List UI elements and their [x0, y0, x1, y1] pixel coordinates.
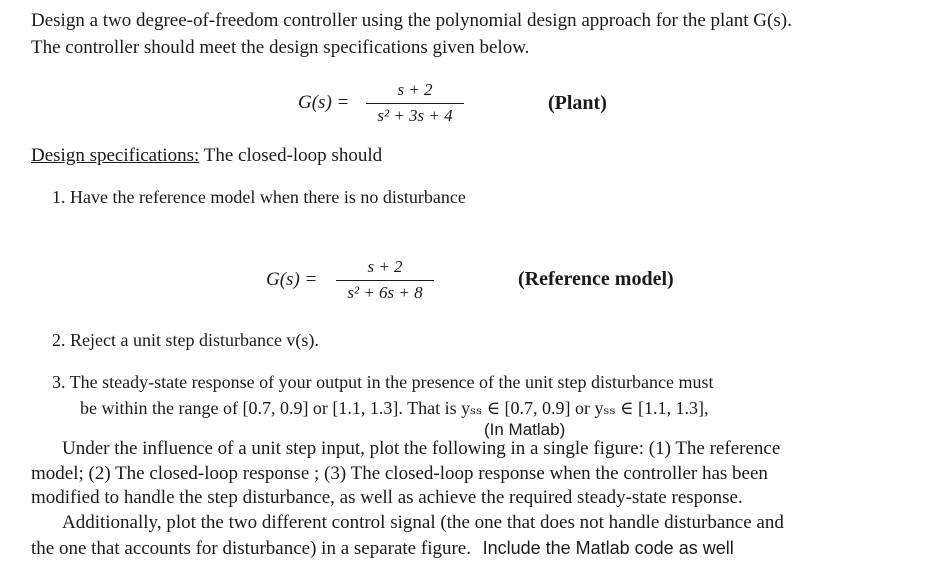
task-p2-line-1: Additionally, plot the two different control signal (the one that does not handle disturbance and [62, 512, 784, 533]
plant-equation [298, 80, 498, 136]
fraction-bar [366, 103, 464, 104]
spec-item-1: 1. Have the reference model when there is no disturbance [52, 187, 466, 207]
reference-tag: (Reference model) [518, 268, 674, 290]
intro-line-2: The controller should meet the design specifications given below. [31, 37, 530, 58]
reference-fraction [336, 257, 434, 303]
spec-item-2: 2. Reject a unit step disturbance v(s). [52, 330, 319, 350]
task-p1-line-2: model; (2) The closed-loop response ; (3) The closed-loop response when the controller has been [31, 463, 768, 484]
reference-denominator: s² + 6s + 8 [347, 283, 423, 302]
plant-denominator: s² + 3s + 4 [377, 106, 453, 125]
task-p1-line-1: Under the influence of a unit step input, plot the following in a single figure: (1) The reference [62, 438, 781, 459]
task-p2-extra: Include the Matlab code as well [482, 538, 734, 558]
reference-numerator: s + 2 [367, 257, 403, 276]
specs-heading-rest: The closed-loop should [199, 145, 383, 166]
reference-lhs: G(s) = [266, 269, 318, 290]
task-p2-text: the one that accounts for disturbance) in a separate figure. [31, 538, 471, 559]
plant-lhs: G(s) = [298, 92, 350, 113]
spec-item-3-line-2: be within the range of [0.7, 0.9] or [1.1, 1.3]. That is yₛₛ ∈ [0.7, 0.9] or yₛₛ ∈ [1.1, 1.3], [80, 398, 709, 418]
task-p1-line-3: modified to handle the step disturbance, as well as achieve the required steady-state response. [31, 487, 743, 508]
matlab-note: (In Matlab) [484, 420, 566, 439]
task-p2-line-2 [31, 537, 734, 560]
spec-item-3-line-1: 3. The steady-state response of your output in the presence of the unit step disturbance must [52, 372, 714, 392]
specs-heading: Design specifications: [31, 145, 200, 166]
reference-equation [266, 257, 466, 313]
intro-line-1: Design a two degree-of-freedom controller using the polynomial design approach for the plant G(s). [31, 10, 792, 31]
specs-heading-line [31, 145, 382, 167]
plant-fraction [366, 80, 464, 126]
plant-numerator: s + 2 [397, 80, 433, 99]
fraction-bar [336, 280, 434, 281]
plant-tag: (Plant) [548, 92, 607, 114]
